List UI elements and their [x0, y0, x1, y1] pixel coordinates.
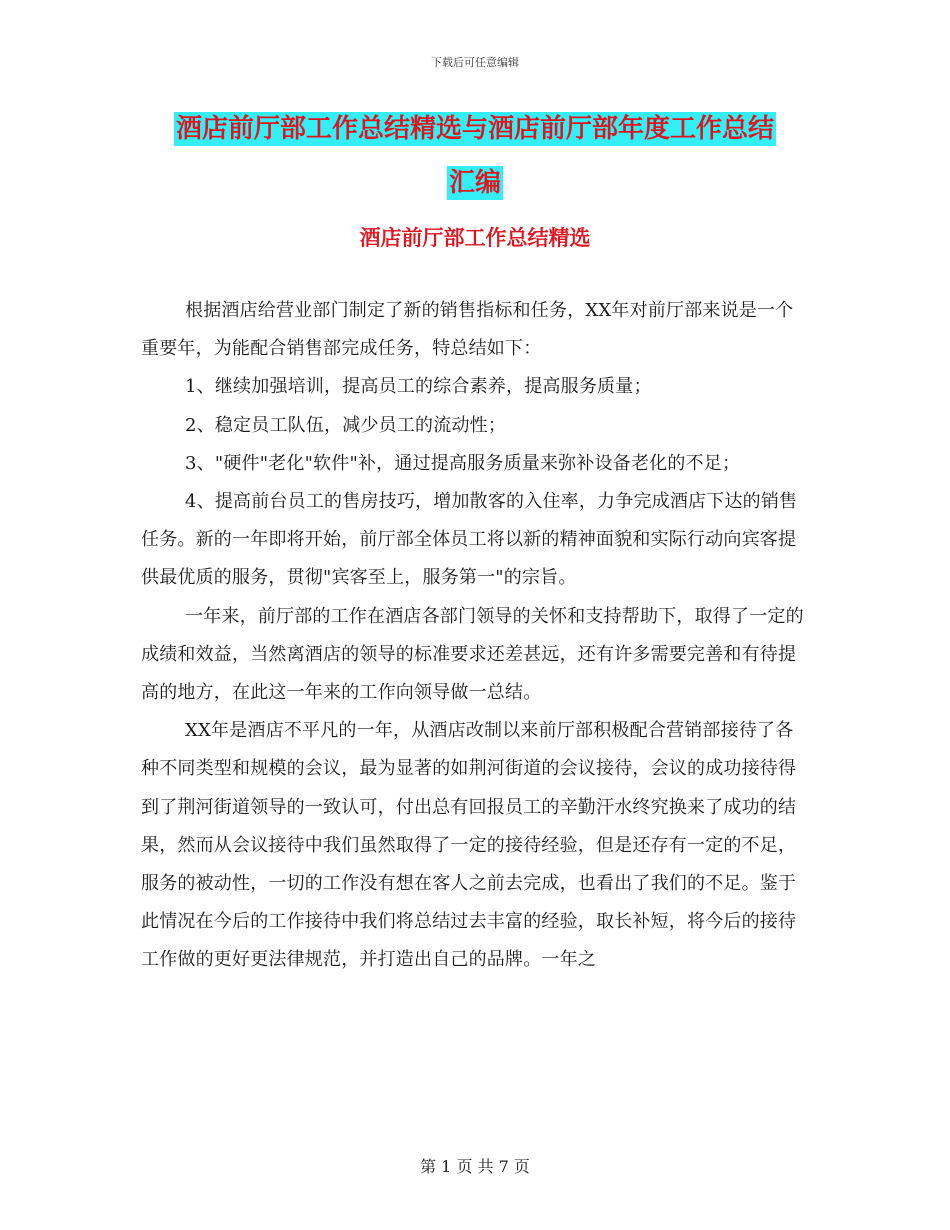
- title-line-1: 酒店前厅部工作总结精选与酒店前厅部年度工作总结: [175, 114, 774, 144]
- paragraph: 3、"硬件"老化"软件"补，通过提高服务质量来弥补设备老化的不足；: [185, 452, 741, 474]
- document-title: [140, 112, 810, 200]
- paragraph: 一年来，前厅部的工作在酒店各部门领导的关怀和支持帮助下，取得了一定的成绩和效益，当然离酒店的领导的标准要求还差甚远，还有许多需要完善和有待提高的地方，在此这一年来的工作向领导做一总结。: [141, 605, 804, 704]
- paragraph: 根据酒店给营业部门制定了新的销售指标和任务，XX年对前厅部来说是一个重要年，为能配合销售部完成任务，特总结如下：: [141, 300, 794, 360]
- title-line-2: 汇编: [448, 168, 501, 198]
- body-text: [141, 292, 809, 980]
- paragraph: 4、提高前台员工的售房技巧，增加散客的入住率，力争完成酒店下达的销售任务。新的一年即将开始，前厅部全体员工将以新的精神面貌和实际行动向宾客提供最优质的服务，贯彻"宾客至上，服务第一"的宗旨。: [141, 491, 798, 589]
- paragraph: XX年是酒店不平凡的一年，从酒店改制以来前厅部积极配合营销部接待了各种不同类型和规模的会议，最为显著的如荆河街道的会议接待，会议的成功接待得到了荆河街道领导的一致认可，付出总有回报员工的辛勤汗水终究换来了成功的结果，然而从会议接待中我们虽然取得了一定的接待经验，但是还存有一定的不足，服务的被动性，一切的工作没有想在客人之前去完成，也看出了我们的不足。鉴于此情况在今后的工作接待中我们将总结过去丰富的经验，取长补短，将今后的接待工作做的更好更法律规范，并打造出自己的品牌。一年之: [141, 720, 797, 971]
- header-note: 下载后可任意编辑: [431, 56, 519, 69]
- paragraph: 2、稳定员工队伍，减少员工的流动性；: [185, 414, 507, 436]
- paragraph: 1、继续加强培训，提高员工的综合素养，提高服务质量；: [185, 376, 652, 398]
- page-footer: 第 1 页 共 7 页: [420, 1157, 530, 1176]
- section-subtitle: 酒店前厅部工作总结精选: [359, 226, 591, 250]
